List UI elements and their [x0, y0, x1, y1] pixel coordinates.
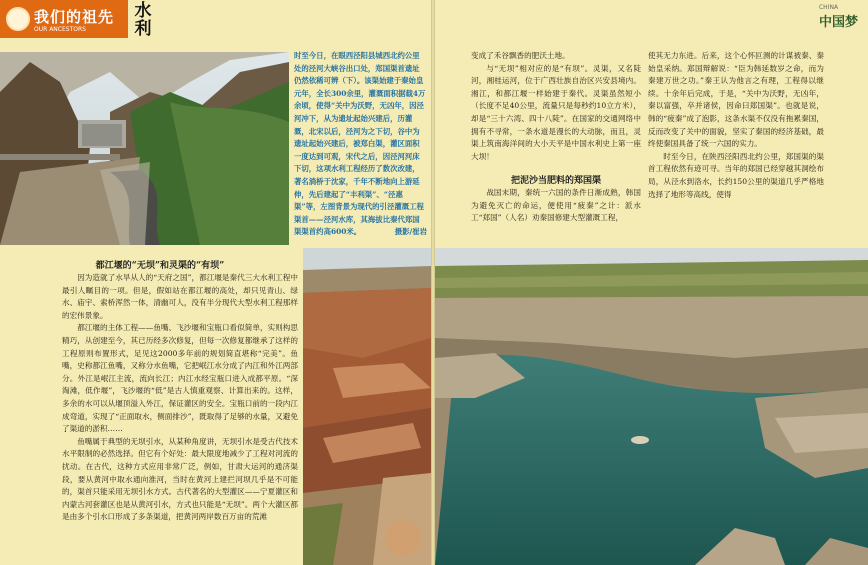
photo-caption — [294, 50, 427, 242]
ancestor-logo-icon — [6, 7, 30, 31]
column-1-section — [471, 187, 641, 227]
brand-name: 中国梦 — [818, 15, 858, 30]
yellow-river-gorge-photo — [435, 248, 868, 565]
section-word: 水利 — [134, 1, 152, 39]
section-badge — [0, 0, 128, 38]
photo-caption-text: 时至今日，在眼西泾阳县城西北约公里处的泾河大峡谷出口处，郑国渠首遗址仍然依稀可辨（下）。该渠始建于秦始皇元年，全长300余里，灌溉面积据载4万余顷，使得“关中为沃野，无凶年，因泾河冲下，从为遗址起始兴建后，历灌溉，北宋以后，泾河为之下切，谷中为遗址起始兴建后，被郑白渠，灌区面积一度达到可观，宋代之后，因泾河河床下切，这项水利工程经历了数次改建，著名淌桥于沈家，千年不断地向上游延伸，先后建起了“丰利渠”、“泾惠渠”等，左图背景为现代的引泾灌溉工程渠首——泾河水库，其海拔比秦代郑国渠渠首约高600米。 — [294, 51, 426, 237]
left-page — [0, 0, 431, 565]
right-page — [435, 0, 868, 565]
section-heading: 把泥沙当肥料的郑国渠 — [510, 176, 601, 186]
paragraph: 因为造就了水旱从人的“天府之国”，都江堰是秦代三大水利工程中最引人瞩目的一项。但是，假如站在都江堰的高处，却只见青山、绿水、庙宇、索桥浑然一体，清幽可人，没有半分现代大型水利工程那样的宏伟景象。 — [62, 273, 298, 320]
paragraph: 与“无坝”相对应的是“有坝”。灵渠，又名陡河，湘桂运河，位于广西壮族自治区兴安县境内。湘江，和都江堰一样始建于秦代。灵渠虽然短小（长度不足40公里，流量只是每秒约10立方米），却是“三十六湾、四十八陡”。在国家的交通网络中拥有不寻常，一条水道是漫长的大动脉，而且，灵渠上筑南海洋间的大小天平是中国水利史上第一座大坝！ — [471, 63, 641, 161]
yellow-river-photo-left — [303, 248, 431, 565]
paragraph: 战国末期，秦统一六国的条件日渐成熟，韩国为避免灭亡的命运，便使用“疲秦”之计：派水工“郑国”（人名）劝秦国修建大型灌溉工程， — [471, 188, 641, 223]
badge-subtitle: OUR ANCESTORS — [34, 26, 86, 33]
paragraph: 都江堰的主体工程——鱼嘴、飞沙堰和宝瓶口看似简单，实则构思精巧，从创建至今，其已历经多次修复，但每一次修复都继承了这样的工程原则布置形式，足见这2000多年前的规划简直堪称“完美”。鱼嘴，史称都江鱼嘴，又称分水鱼嘴，它把岷江水分成了内江和外江两部分。外江是岷江主流，流向长江；内江水经宝瓶口进入成都平原。“深淘滩，低作堰”，飞沙堰的“低”是古人慎重观察、计算出来的。这样，多余的水可以从堰顶溢入外江，保证灌区的安全。宝瓶口前的一段内江成弯道，实现了“正面取水，侧面排沙”，既取得了足够的水量，又避免了渠道的淤积…… — [62, 323, 298, 434]
badge-title: 我们的祖先 — [34, 8, 115, 26]
column-2 — [648, 50, 824, 228]
article-body — [62, 272, 298, 562]
article-heading: 都江堰的“无坝”和灵渠的“有坝” — [95, 261, 225, 271]
paragraph: 鱼嘴属于典型的无坝引水，从某种角度讲，无坝引水是受古代技术水平限制的必然选择。但它有个好处：最大限度地减少了工程对河流的扰动。在古代，这种方式应用非常广泛，例如，甘肃大运河的通济渠段，要从黄河中取水通向淮河，当时在黄河上建拦河坝几乎是不可能的，渠首只能采用无坝引水方式。古代著名的大型灌区——宁夏灌区和内蒙古河套灌区也是从黄河引水，方式也只能是“无坝”。两个大灌区都是由多个引水口形成了多条渠道，把黄河两岸数百万亩的荒滩 — [62, 436, 298, 522]
photo-credit: 摄影/崔岩 — [394, 227, 427, 237]
brand-sub: CHINA — [818, 4, 839, 11]
canyon-dam-photo — [0, 52, 289, 245]
paragraph: 变成了禾谷飘香的肥沃土地。 — [471, 51, 570, 60]
paragraph: 时至今日，在陕西泾阳西北约公里，郑国渠的渠首工程依然有迹可寻。当年的郑国已经穿越其洞绘布局，从泾水到洛水，长约150公里的渠道几乎严格地选择了地形等高线，使得 — [648, 151, 824, 199]
paragraph: 使其无力东进。后来，这个心怀叵测的计谋被秦、秦始皇采纳。郑国辩解说：“臣为韩延数岁之命，而为秦建万世之功。”秦王认为他言之有理，工程得以继续。十余年后完成，于是，“关中为沃野，无凶年，秦以富强，卒并诸侯，因命曰郑国渠”。也就是说，韩的“疲秦”成了泡影，这条水渠不仅没有拖累秦国，反而改变了关中的面貌，坚实了秦国的经济基础，最终使秦国具备了统一六国的实力。 — [648, 51, 824, 149]
magazine-brand — [819, 4, 858, 30]
column-1 — [471, 50, 641, 162]
